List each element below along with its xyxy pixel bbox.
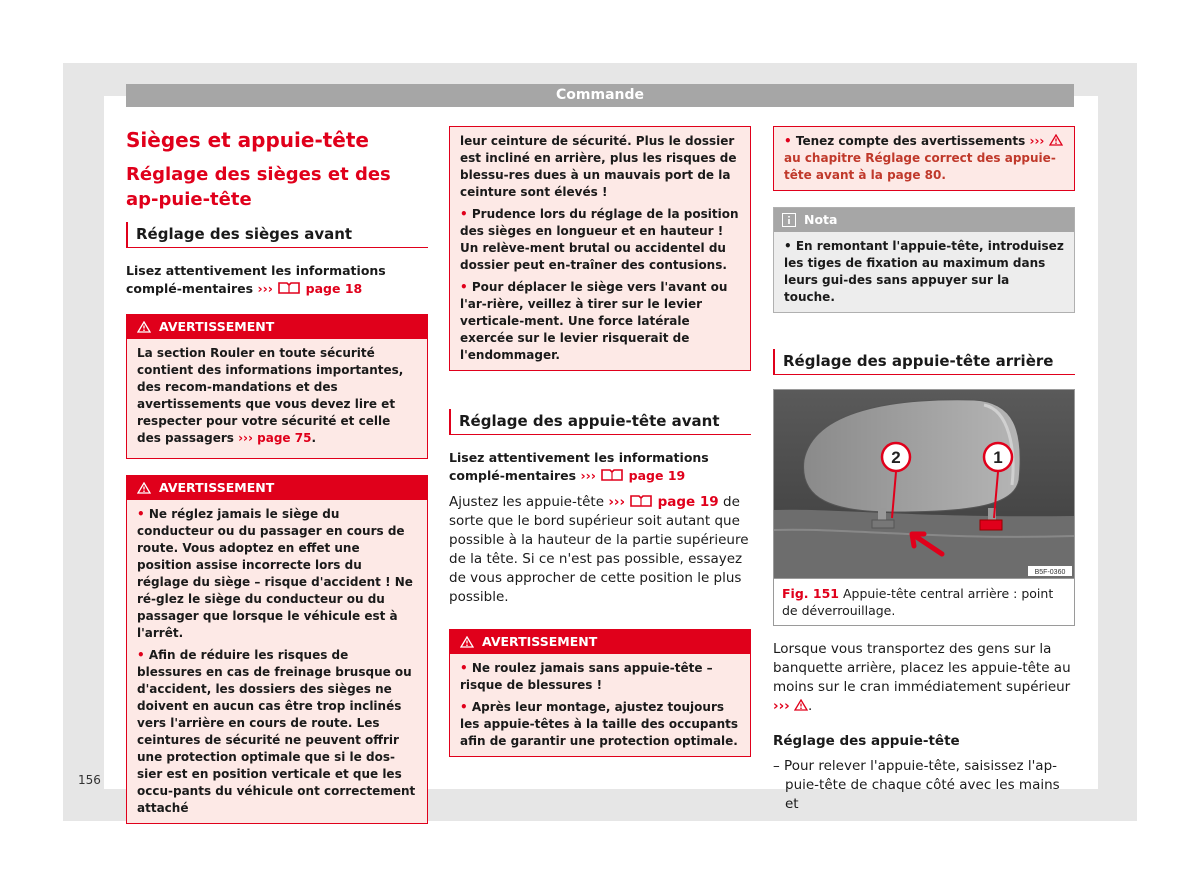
warning-triangle-icon [460,636,474,648]
subsection-heading: Réglage des appuie-tête avant [449,409,751,435]
figure-label: Fig. 151 [782,586,839,601]
warning-body [450,127,750,370]
warning-text: La section Rouler en toute sécurité contient des informations importantes, des recom-mandations et des avertissements que vous devez lire et respecter pour votre sécurité et celle des passagers [137,346,404,445]
warning-item: • Ne roulez jamais sans appuie-tête – risque de blessures ! [460,661,713,692]
warning-item: • Afin de réduire les risques de blessures en cas de freinage brusque ou d'accident, les dossiers des sièges ne doivent en aucun cas être trop inclinés vers l'arrière en cours de route. Les ceintures de sécurité ne peuvent offrir une protection optimale que si le dos-sier est en position verticale et que les occu-pants du véhicule ont correctement attaché [137,648,416,815]
book-reference-icon [277,281,301,295]
double-chevron-icon: ››› [580,468,596,483]
intro-text: Lisez attentivement les informations complé-mentaires ››› page 19 [449,450,709,483]
warning-item: • Après leur montage, ajustez toujours les appuie-têtes à la taille des occupants afin de garantir une protection optimale. [460,700,739,748]
warning-body: La section Rouler en toute sécurité contient des informations importantes, des recom-mandations et des avertissements que vous devez lire et respecter pour votre sécurité et celle des passagers ››› page 75. [137,346,404,445]
warning-box-continued [773,126,1075,191]
page-reference-link[interactable]: page 75 [257,431,312,445]
warning-box-3 [449,629,751,757]
subsection-heading: Réglage des sièges avant [126,222,428,248]
note-header [774,208,1074,232]
page-reference-link[interactable]: page 18 [305,281,363,296]
warning-triangle-icon [794,699,808,711]
book-reference-icon [600,468,624,482]
warning-header [127,476,427,500]
chapter-reference-link[interactable]: au chapitre Réglage correct des appuie-tête avant à la page 80. [784,151,1056,182]
warning-label: AVERTISSEMENT [159,319,275,334]
double-chevron-icon: ››› [608,494,626,510]
warning-header [450,630,750,654]
column-2 [449,128,751,757]
warning-box-1 [126,314,428,459]
double-chevron-icon: ››› [238,431,253,445]
warning-item: • Prudence lors du réglage de la position des sièges en longueur et en hauteur ! Un relève-ment brutal ou accidentel du dossier peut en-traîner des contusions. [460,207,739,272]
figure-code: B5F-0360 [1034,569,1066,576]
warning-header [127,315,427,339]
body-paragraph: Ajustez les appuie-tête ››› page 19 de sorte que le bord supérieur soit autant que possible à la hauteur de la partie supérieure de la tête. Si ce n'est pas possible, essayez de vous approcher de cette position le plus possible. [449,494,749,605]
figure-headrest [773,389,1075,579]
chapter-title: Sièges et appuie-tête [126,128,369,152]
warning-label: AVERTISSEMENT [482,634,598,649]
chapter-header: Commande [126,84,1074,107]
warning-item: • Pour déplacer le siège vers l'avant ou l'ar-rière, veillez à tirer sur le levier verticale-ment. Une force latérale exercée sur le levier risquerait de l'endommager. [460,280,728,362]
callout-2-label: 2 [891,448,901,467]
double-chevron-icon: ››› [1029,134,1045,148]
figure-caption: Fig. 151 Appuie-tête central arrière : point de déverrouillage. [773,579,1075,626]
warning-item: • Ne réglez jamais le siège du conducteur ou du passager en cours de route. Vous adoptez en effet une position assise incorrecte lors du réglage du siège – risque d'accident ! Ne ré-glez le siège du conducteur ou du passager que lorsque le véhicule est à l'arrêt. [137,507,413,640]
page-number: 156 [78,773,101,787]
warning-body [450,654,750,756]
warning-label: AVERTISSEMENT [159,480,275,495]
page-reference-link[interactable]: page 19 [657,494,719,510]
warning-body: • Tenez compte des avertissements ››› au chapitre Réglage correct des appuie-tête avant à la page 80. [774,127,1074,190]
note-label: Nota [804,212,838,227]
subsection-heading: Réglage des appuie-tête arrière [773,349,1075,375]
column-3 [773,128,1075,814]
warning-box-2 [126,475,428,824]
column-1 [126,128,428,824]
procedure-step: – Pour relever l'appuie-tête, saisissez l'ap-puie-tête de chaque côté avec les mains et [773,758,1060,812]
section-title: Réglage des sièges et des ap-puie-tête [126,164,391,210]
callout-1-label: 1 [993,448,1003,467]
body-paragraph: Lorsque vous transportez des gens sur la banquette arrière, placez les appuie-tête au moins sur le cran immédiatement supérieur ››› . [773,641,1071,714]
note-box [773,207,1075,313]
double-chevron-icon: ››› [257,281,273,296]
warning-triangle-icon [1049,134,1063,146]
warning-body [127,500,427,823]
warning-triangle-icon [137,321,151,333]
intro-text: Lisez attentivement les informations complé-mentaires ››› page 18 [126,263,386,296]
headrest-illustration [774,390,1074,578]
warning-triangle-icon [137,482,151,494]
double-chevron-icon: ››› [773,698,790,714]
warning-item: leur ceinture de sécurité. Plus le dossier est incliné en arrière, plus les risques de blessu-res dues à un mauvais port de la ceinture sont élevés ! [460,134,737,199]
book-reference-icon [629,494,653,508]
page-reference-link[interactable]: page 19 [628,468,686,483]
warning-box-continued [449,126,751,371]
info-icon [782,213,796,227]
note-body: • En remontant l'appuie-tête, introduisez les tiges de fixation au maximum dans leurs gui-des sans appuyer sur la touche. [784,239,1064,304]
procedure-heading: Réglage des appuie-tête [773,733,960,749]
